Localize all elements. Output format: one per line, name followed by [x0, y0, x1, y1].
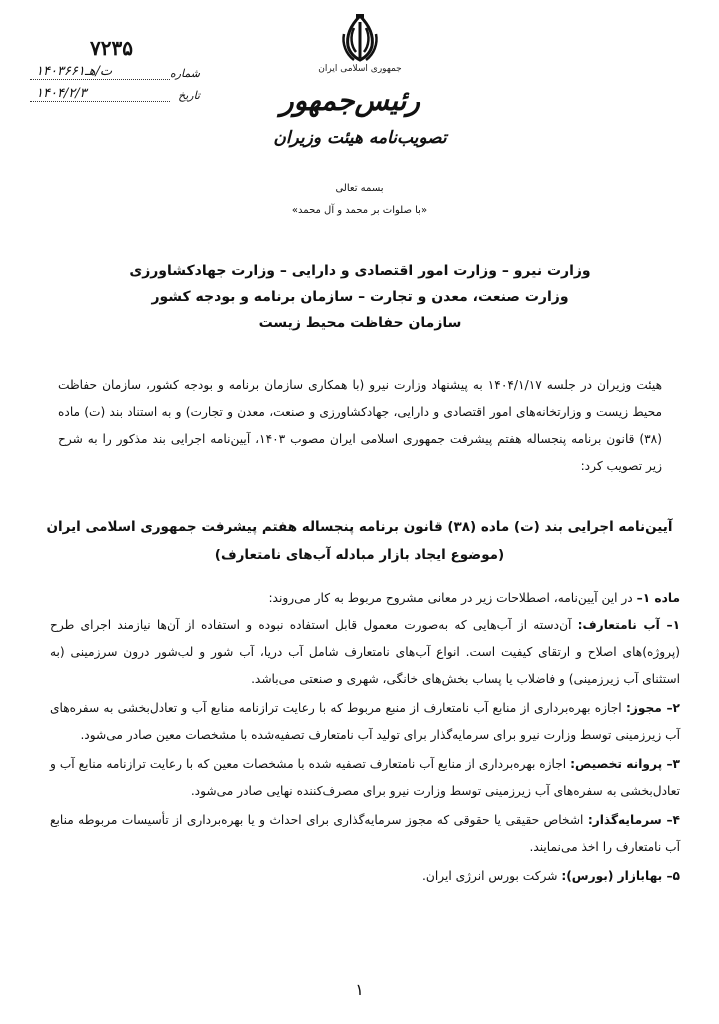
recipients-block: [120, 258, 600, 336]
president-heading: رئیس‌جمهور: [280, 84, 420, 117]
iran-emblem-icon: [338, 12, 382, 66]
definition-text: اشخاص حقیقی یا حقوقی که مجوز سرمایه‌گذاری برای احداث و یا بهره‌برداری از تأسیسات مربوطه منابع آب نامتعارف را اخذ می‌نمایند.: [50, 813, 680, 854]
definition-term: ۲– مجوز:: [625, 701, 680, 715]
date-row: [30, 84, 200, 102]
definition-term: ۳– پروانه تخصیص:: [570, 757, 680, 771]
article-1: [40, 585, 680, 612]
definition-term: ۵– بهابازار (بورس):: [561, 869, 680, 883]
letter-meta: [30, 36, 200, 116]
number-label: شماره: [169, 67, 200, 80]
definition-item: [50, 751, 680, 805]
title-line-2: (موضوع ایجاد بازار مبادله آب‌های نامتعارف): [214, 547, 505, 563]
definition-text: شرکت بورس انرژی ایران.: [422, 869, 558, 883]
definition-item: [50, 695, 680, 749]
recipient-line: وزارت نیرو – وزارت امور اقتصادی و دارایی – وزارت جهادکشاورزی: [129, 263, 591, 279]
page-number: ۱: [355, 980, 364, 999]
definition-item: [50, 807, 680, 861]
article-1-label: ماده ۱–: [636, 591, 680, 605]
article-1-text: در این آیین‌نامه، اصطلاحات زیر در معانی مشروح مربوط به کار می‌روند:: [268, 591, 633, 605]
title-line-1: آیین‌نامه اجرایی بند (ت) ماده (۳۸) قانون برنامه پنجساله هفتم پیشرفت جمهوری اسلامی ایران: [46, 519, 673, 535]
number-row: [30, 62, 200, 80]
regulation-title: [30, 513, 689, 569]
number-value: ۱۴۰۳۶۶۱ت/هـ: [30, 64, 170, 80]
cabinet-heading: تصویب‌نامه هیئت وزیران: [273, 128, 447, 148]
date-label: تاریخ: [178, 89, 200, 102]
salutation-line-2: «با صلوات بر محمد و آل محمد»: [291, 205, 428, 216]
recipient-line: وزارت صنعت، معدن و تجارت – سازمان برنامه و بودجه کشور: [151, 289, 569, 305]
definition-term: ۱– آب نامتعارف:: [577, 618, 681, 632]
salutation-line-1: بسمه تعالی: [335, 183, 384, 194]
definition-text: اجازه بهره‌برداری از منابع آب نامتعارف از منبع مربوط که با رعایت ترازنامه منابع آب و تعادل‌بخشی به سفره‌های آب زیرزمینی توسط وزارت نیرو برای سرمایه‌گذار برای تولید آب نامتعارف تصفیه‌شده با مشخصات معین صادر می‌شود.: [50, 701, 680, 742]
definition-text: اجازه بهره‌برداری از منابع آب نامتعارف تصفیه شده با مشخصات معین که با رعایت ترازنامه منابع آب و تعادل‌بخشی به سفره‌های آب زیرزمینی توسط وزارت نیرو برای مصرف‌کننده نهایی صادر می‌شود.: [50, 757, 680, 798]
registration-number: ۷۲۳۵: [90, 36, 133, 60]
date-value: ۱۴۰۴/۲/۳: [30, 86, 170, 102]
definition-item: [50, 612, 680, 693]
definition-text: آن‌دسته از آب‌هایی که به‌صورت معمول قابل استفاده نبوده و استفاده از آن‌ها نیازمند اجرای طرح (پروژه)های اصلاح و ارتقای کیفیت است. انواع آب‌های نامتعارف شامل آب دریا، آب شور و لب‌شور درون سرزمینی (به استثنای آب زیرزمینی) و فاضلاب یا پساب بخش‌های خانگی، شهری و صنعتی می‌باشد.: [50, 618, 680, 686]
definitions-list: [50, 612, 680, 892]
definition-item: [50, 863, 680, 890]
intro-paragraph: هیئت وزیران در جلسه ۱۴۰۴/۱/۱۷ به پیشنهاد وزارت نیرو (با همکاری سازمان برنامه و بودجه کشور، سازمان حفاظت محیط زیست و وزارتخانه‌های امور اقتصادی و دارایی، جهادکشاورزی و صنعت، معدن و تجارت) و به استناد بند (ت) ماده (۳۸) قانون برنامه پنجساله هفتم پیشرفت جمهوری اسلامی ایران مصوب ۱۴۰۳، آیین‌نامه اجرایی بند مذکور را به شرح زیر تصویب کرد:: [58, 378, 662, 473]
recipient-line: سازمان حفاظت محیط زیست: [258, 315, 462, 331]
republic-label: جمهوری اسلامی ایران: [318, 64, 402, 74]
definition-term: ۴– سرمایه‌گذار:: [587, 813, 680, 827]
